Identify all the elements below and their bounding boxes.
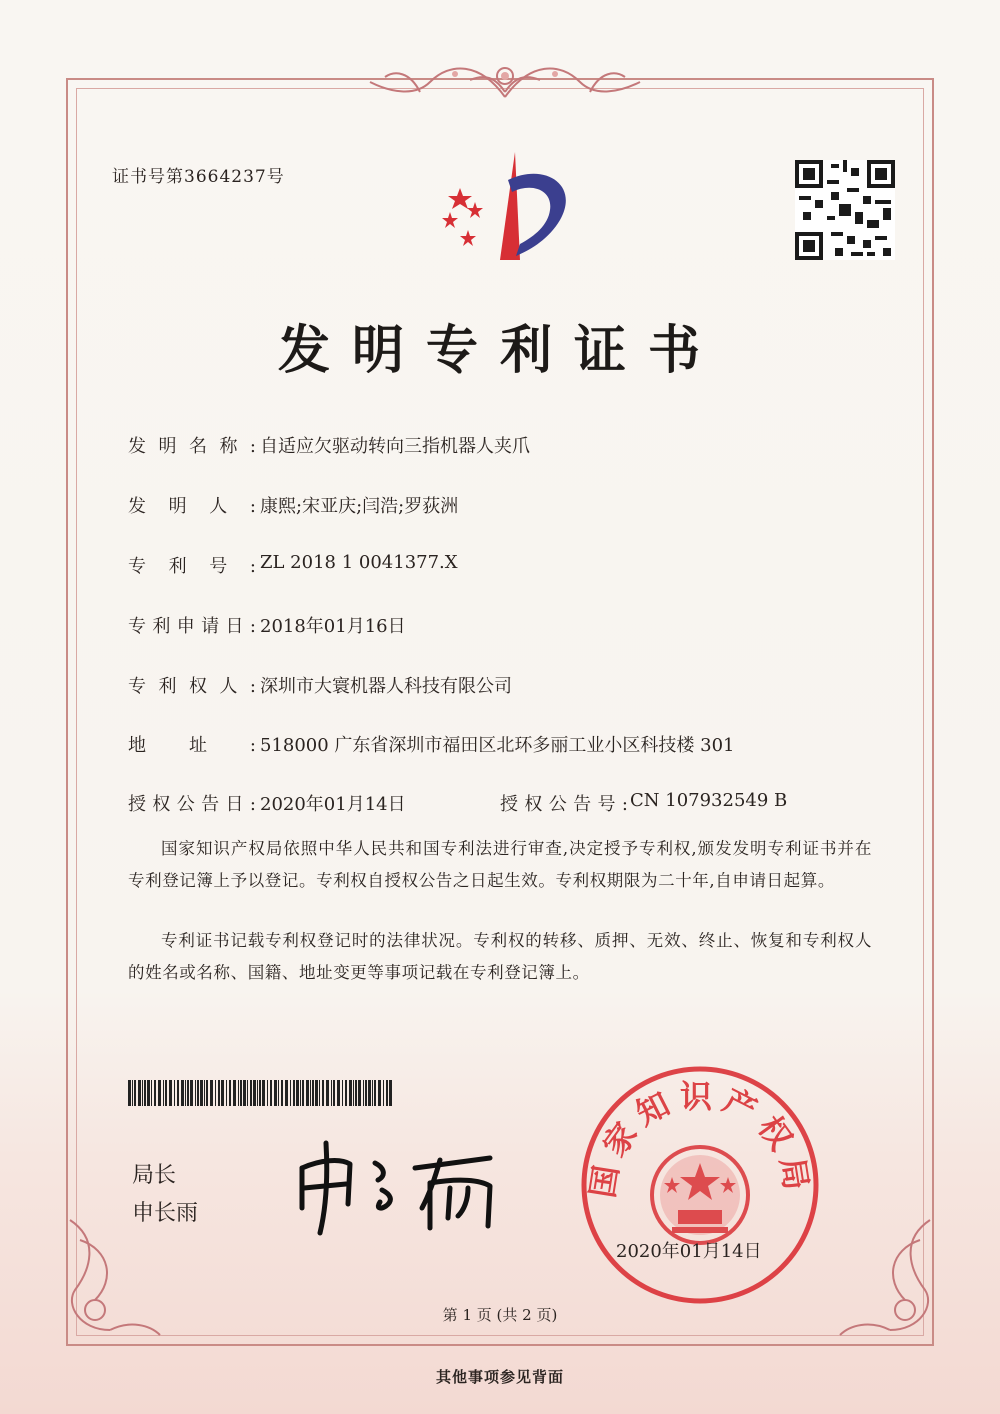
barcode-bar	[200, 1080, 203, 1106]
seal-date: 2020年01月14日	[616, 1241, 762, 1262]
certificate-title: 发明专利证书	[277, 320, 722, 381]
barcode-bar	[134, 1080, 136, 1106]
handwritten-signature	[290, 1138, 510, 1238]
barcode-bar	[349, 1080, 352, 1106]
barcode-bar	[389, 1080, 392, 1106]
barcode-bar	[300, 1080, 301, 1106]
barcode-bar	[281, 1080, 283, 1106]
barcode-bar	[274, 1080, 277, 1106]
field-label: 地址:	[128, 735, 258, 756]
barcode-bar	[285, 1080, 288, 1106]
barcode-bar	[310, 1080, 311, 1106]
barcode-bar	[187, 1080, 189, 1106]
barcode-bar	[215, 1080, 216, 1106]
barcode-bar	[342, 1080, 343, 1106]
barcode-bar	[233, 1080, 236, 1106]
back-note: 其他事项参见背面	[435, 1368, 564, 1386]
statement-paragraph: 国家知识产权局依照中华人民共和国专利法进行审查,决定授予专利权,颁发发明专利证书并在专利登记簿上予以登记。专利权自授权公告之日起生效。专利权期限为二十年,自申请日起算。	[128, 839, 872, 890]
barcode-bar	[253, 1080, 256, 1106]
field-label: 专利申请日:	[128, 616, 258, 637]
barcode-bar	[240, 1080, 242, 1106]
barcode-bar	[221, 1080, 224, 1106]
barcode-bar	[250, 1080, 252, 1106]
field-value: 2020年01月14日	[260, 794, 406, 815]
field-label: 发明人:	[128, 496, 258, 517]
barcode-bar	[181, 1080, 184, 1106]
barcode-bar	[243, 1080, 246, 1106]
barcode-bar	[257, 1080, 258, 1106]
barcode-bar	[210, 1080, 213, 1106]
field-application-date	[128, 612, 406, 638]
barcode-bar	[363, 1080, 364, 1106]
official-seal	[580, 1065, 820, 1305]
barcode-bar	[229, 1080, 231, 1106]
seal-text: 国家知识产权局	[583, 1077, 817, 1201]
barcode-bar	[163, 1080, 164, 1106]
barcode-bar	[322, 1080, 324, 1106]
barcode-bar	[302, 1080, 304, 1106]
barcode-bar	[154, 1080, 156, 1106]
field-grant-date	[128, 790, 406, 816]
field-patent-number	[128, 552, 458, 578]
field-value: CN 107932549 B	[630, 790, 788, 811]
barcode-bar	[365, 1080, 367, 1106]
barcode-bar	[378, 1080, 381, 1106]
barcode-bar	[270, 1080, 272, 1106]
barcode-bar	[383, 1080, 384, 1106]
barcode-bar	[337, 1080, 340, 1106]
barcode-bar	[355, 1080, 357, 1106]
barcode-bar	[147, 1080, 150, 1106]
barcode-bar	[333, 1080, 335, 1106]
barcode-bar	[206, 1080, 208, 1106]
field-label: 授权公告号:	[500, 794, 630, 815]
signatory-title: 局长	[132, 1163, 177, 1188]
field-value: ZL 2018 1 0041377.X	[260, 552, 458, 573]
barcode-bar	[326, 1080, 329, 1106]
barcode-bar	[247, 1080, 248, 1106]
barcode-bar	[226, 1080, 227, 1106]
field-label: 专利号:	[128, 556, 258, 577]
barcode-bar	[142, 1080, 143, 1106]
signatory-name: 申长雨	[132, 1201, 199, 1226]
barcode-bar	[278, 1080, 279, 1106]
field-address	[128, 731, 735, 757]
qr-code	[795, 160, 895, 260]
barcode-bar	[158, 1080, 161, 1106]
barcode-bar	[238, 1080, 239, 1106]
field-value: 2018年01月16日	[260, 616, 406, 637]
field-value: 518000 广东省深圳市福田区北环多丽工业小区科技楼 301	[260, 735, 735, 756]
cnipa-logo	[420, 150, 580, 270]
barcode	[128, 1080, 396, 1106]
field-value: 康熙;宋亚庆;闫浩;罗荻洲	[260, 496, 459, 517]
top-ornament	[360, 52, 650, 112]
barcode-bar	[368, 1080, 371, 1106]
field-value: 深圳市大寰机器人科技有限公司	[260, 676, 512, 697]
barcode-bar	[165, 1080, 167, 1106]
barcode-bar	[138, 1080, 141, 1106]
field-patentee	[128, 672, 512, 698]
barcode-bar	[374, 1080, 376, 1106]
barcode-bar	[259, 1080, 261, 1106]
field-value: 自适应欠驱动转向三指机器人夹爪	[260, 436, 530, 457]
field-invention-name	[128, 432, 530, 458]
barcode-bar	[296, 1080, 299, 1106]
barcode-bar	[306, 1080, 309, 1106]
barcode-bar	[218, 1080, 220, 1106]
barcode-bar	[331, 1080, 332, 1106]
barcode-bar	[358, 1080, 361, 1106]
barcode-bar	[185, 1080, 186, 1106]
barcode-bar	[151, 1080, 152, 1106]
barcode-bar	[293, 1080, 295, 1106]
field-label: 授权公告日:	[128, 794, 258, 815]
barcode-bar	[290, 1080, 291, 1106]
page-number: 第 1 页 (共 2 页)	[442, 1306, 558, 1324]
field-grant-pub-number	[500, 790, 787, 816]
field-label: 发明名称:	[128, 436, 258, 457]
barcode-bar	[174, 1080, 175, 1106]
barcode-bar	[372, 1080, 373, 1106]
barcode-bar	[315, 1080, 318, 1106]
barcode-bar	[190, 1080, 193, 1106]
barcode-bar	[386, 1080, 388, 1106]
barcode-bar	[267, 1080, 268, 1106]
barcode-bar	[128, 1080, 131, 1106]
certificate-number: 证书号第3664237号	[112, 167, 285, 187]
barcode-bar	[312, 1080, 314, 1106]
barcode-bar	[319, 1080, 320, 1106]
barcode-bar	[177, 1080, 179, 1106]
barcode-bar	[262, 1080, 265, 1106]
barcode-bar	[195, 1080, 196, 1106]
field-label: 专利权人:	[128, 676, 258, 697]
field-inventors	[128, 492, 458, 518]
barcode-bar	[169, 1080, 172, 1106]
barcode-bar	[132, 1080, 133, 1106]
barcode-bar	[353, 1080, 354, 1106]
barcode-bar	[144, 1080, 146, 1106]
barcode-bar	[345, 1080, 347, 1106]
barcode-bar	[204, 1080, 205, 1106]
legal-status-paragraph: 专利证书记载专利权登记时的法律状况。专利权的转移、质押、无效、终止、恢复和专利权人的姓名或名称、国籍、地址变更等事项记载在专利登记簿上。	[128, 931, 872, 982]
barcode-bar	[197, 1080, 199, 1106]
